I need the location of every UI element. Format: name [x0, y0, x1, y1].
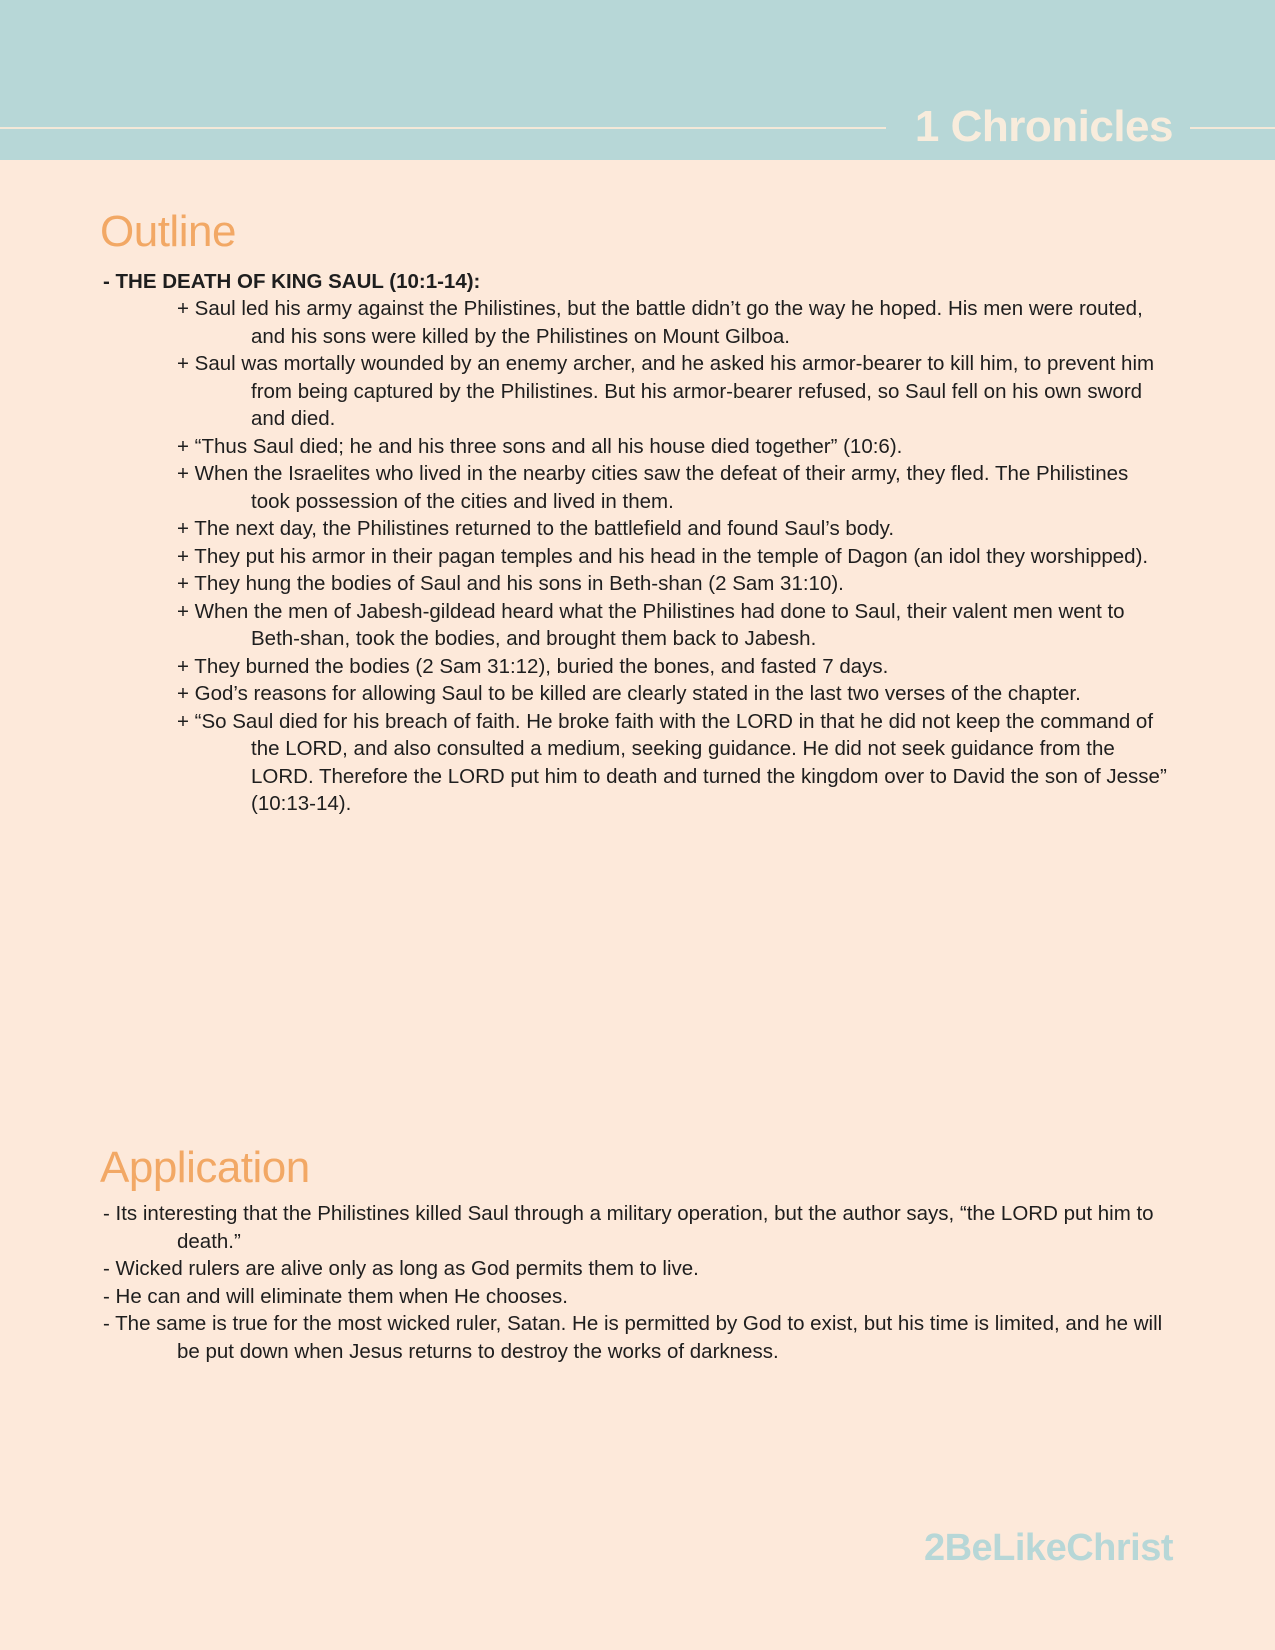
- application-item: - Wicked rulers are alive only as long as God permits them to live.: [103, 1257, 699, 1280]
- outline-bullet: + “Thus Saul died; he and his three sons and all his house died together” (10:6).: [177, 434, 903, 458]
- header-divider-left: [0, 127, 886, 129]
- outline-bullet: + The next day, the Philistines returned to the battlefield and found Saul’s body.: [177, 517, 895, 540]
- outline-bullet: + When the Israelites who lived in the nearby cities saw the defeat of their army, they fled. The Philistines took possession of the cities and lived in them.: [177, 462, 1129, 513]
- application-item: - Its interesting that the Philistines killed Saul through a military operation, but the author says, “the LORD put him to death.”: [103, 1202, 1154, 1253]
- outline-bullet-list: [0, 295, 1275, 818]
- header-divider-right: [1190, 127, 1275, 129]
- outline-bullet: + They hung the bodies of Saul and his sons in Beth-shan (2 Sam 31:10).: [177, 572, 844, 595]
- outline-bullet: + They put his armor in their pagan temples and his head in the temple of Dagon (an idol they worshipped).: [177, 544, 1149, 568]
- book-title: 1 Chronicles: [914, 102, 1173, 151]
- brand-logo: 2BeLikeChrist: [923, 1527, 1173, 1569]
- outline-bullet: + They burned the bodies (2 Sam 31:12), buried the bones, and fasted 7 days.: [177, 654, 889, 678]
- outline-bullet: + Saul led his army against the Philistines, but the battle didn’t go the way he hoped. His men were routed, and his sons were killed by the Philistines on Mount Gilboa.: [177, 297, 1143, 348]
- application-item: - He can and will eliminate them when He chooses.: [103, 1284, 568, 1308]
- outline-title: Outline: [100, 207, 236, 256]
- application-item: - The same is true for the most wicked ruler, Satan. He is permitted by God to exist, but his time is limited, and he will be put down when Jesus returns to destroy the works of darkness.: [103, 1312, 1163, 1363]
- outline-bullet: + “So Saul died for his breach of faith. He broke faith with the LORD in that he did not keep the command of the LORD, and also consulted a medium, seeking guidance. He did not seek guidance from the LORD. Therefore the LORD put him to death and turned the kingdom over to David the son of Jesse” (10:13-14).: [177, 709, 1167, 815]
- outline-bullet: + Saul was mortally wounded by an enemy archer, and he asked his armor-bearer to kill him, to prevent him from being captured by the Philistines. But his armor-bearer refused, so Saul fell on his own sword and died.: [177, 352, 1155, 430]
- application-title: Application: [100, 1143, 310, 1192]
- outline-bullet: + God’s reasons for allowing Saul to be killed are clearly stated in the last two verses of the chapter.: [177, 682, 1081, 705]
- outline-heading: - THE DEATH OF KING SAUL (10:1-14):: [103, 270, 481, 293]
- outline-bullet: + When the men of Jabesh-gildead heard what the Philistines had done to Saul, their valent men went to Beth-shan, took the bodies, and brought them back to Jabesh.: [177, 599, 1125, 650]
- application-list: [0, 1200, 1275, 1365]
